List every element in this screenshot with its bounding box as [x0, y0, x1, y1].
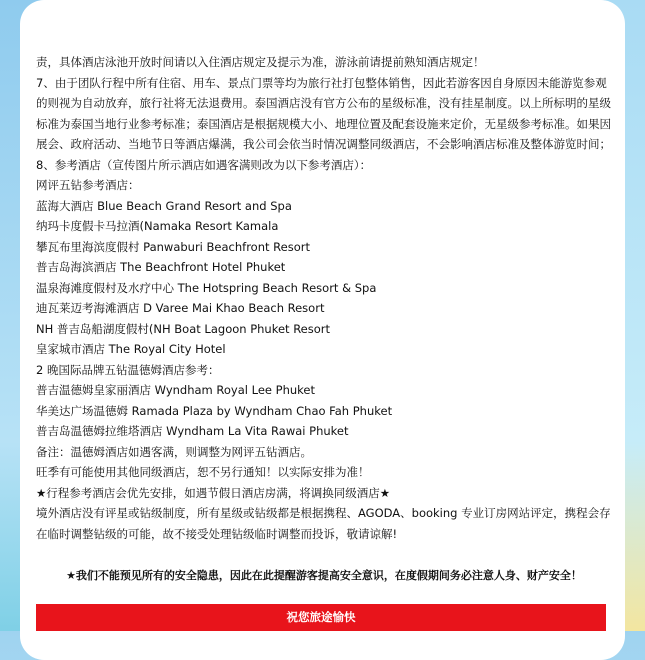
safety-warning: ★我们不能预见所有的安全隐患，因此在此提醒游客提高安全意识，在度假期间务必注意人身、财产安全！: [66, 569, 582, 582]
pool-notice: 责，具体酒店泳池开放时间请以入住酒店规定及提示为准，游泳前请提前熟知酒店规定！: [36, 55, 485, 69]
hotel-list-item: 迪瓦莱迈考海滩酒店 D Varee Mai Khao Beach Resort: [36, 301, 325, 315]
document-body: [36, 52, 616, 544]
hotel-list-item: 皇家城市酒店 The Royal City Hotel: [36, 342, 226, 356]
overseas-rating-note: 境外酒店没有评星或钻级制度，所有星级或钻级都是根据携程、AGODA、booking 专业订房网站评定，携程会存在临时调整钻级的可能，故不接受处理钻级临时调整而投诉，敬请谅解!: [36, 506, 611, 541]
hotel-list-item: 蓝海大酒店 Blue Beach Grand Resort and Spa: [36, 198, 292, 213]
hotel-list-item: 纳玛卡度假卡马拉酒(Namaka Resort Kamala: [36, 219, 279, 233]
hotel-list-item: NH 普吉岛船湖度假村(NH Boat Lagoon Phuket Resort: [36, 321, 331, 336]
hotel-list-item: 攀瓦布里海滨度假村 Panwaburi Beachfront Resort: [36, 239, 310, 254]
terms-item-7: 7、由于团队行程中所有住宿、用车、景点门票等均为旅行社打包整体销售，因此若游客因自身原因未能游览参观的则视为自动放弃，旅行社将无法退费用。泰国酒店没有官方公布的星级标准，没有挂星制度。以上所标明的星级标准为泰国当地行业参考标准；泰国酒店是根据规模大小、地理位置及配套设施来定价，无星级参考标准。如果因展会、政府活动、当地节日等酒店爆满，我公司会依当时情况调整同级酒店，不会影响酒店标准及整体游览时间；: [36, 75, 611, 151]
hotel-list-item: 温泉海滩度假村及水疗中心 The Hotspring Beach Resort & Spa: [36, 280, 377, 295]
terms-item-8-title: 8、参考酒店（宣传图片所示酒店如遇客满则改为以下参考酒店）：: [36, 157, 372, 172]
wyndham-heading: 2 晚国际品牌五钻温德姆酒店参考：: [36, 362, 220, 377]
peak-season-note: 旺季有可能使用其他同级酒店，恕不另行通知！以实际安排为准！: [36, 465, 370, 479]
hotel-list-item: 普吉温德姆皇家丽酒店 Wyndham Royal Lee Phuket: [36, 383, 315, 397]
hotel-list-item: 普吉岛海滨酒店 The Beachfront Hotel Phuket: [36, 260, 286, 274]
hotel-list-item: 普吉岛温德姆拉维塔酒店 Wyndham La Vita Rawai Phuket: [36, 424, 349, 438]
footer-banner: 祝您旅途愉快: [36, 604, 606, 631]
five-star-heading: 网评五钻参考酒店：: [36, 178, 140, 192]
priority-note: ★行程参考酒店会优先安排，如遇节假日酒店房满，将调换同级酒店★: [36, 485, 391, 500]
wyndham-remark: 备注：温德姆酒店如遇客满，则调整为网评五钻酒店。: [36, 444, 312, 459]
hotel-list-item: 华美达广场温德姆 Ramada Plaza by Wyndham Chao Fah Phuket: [36, 403, 393, 418]
